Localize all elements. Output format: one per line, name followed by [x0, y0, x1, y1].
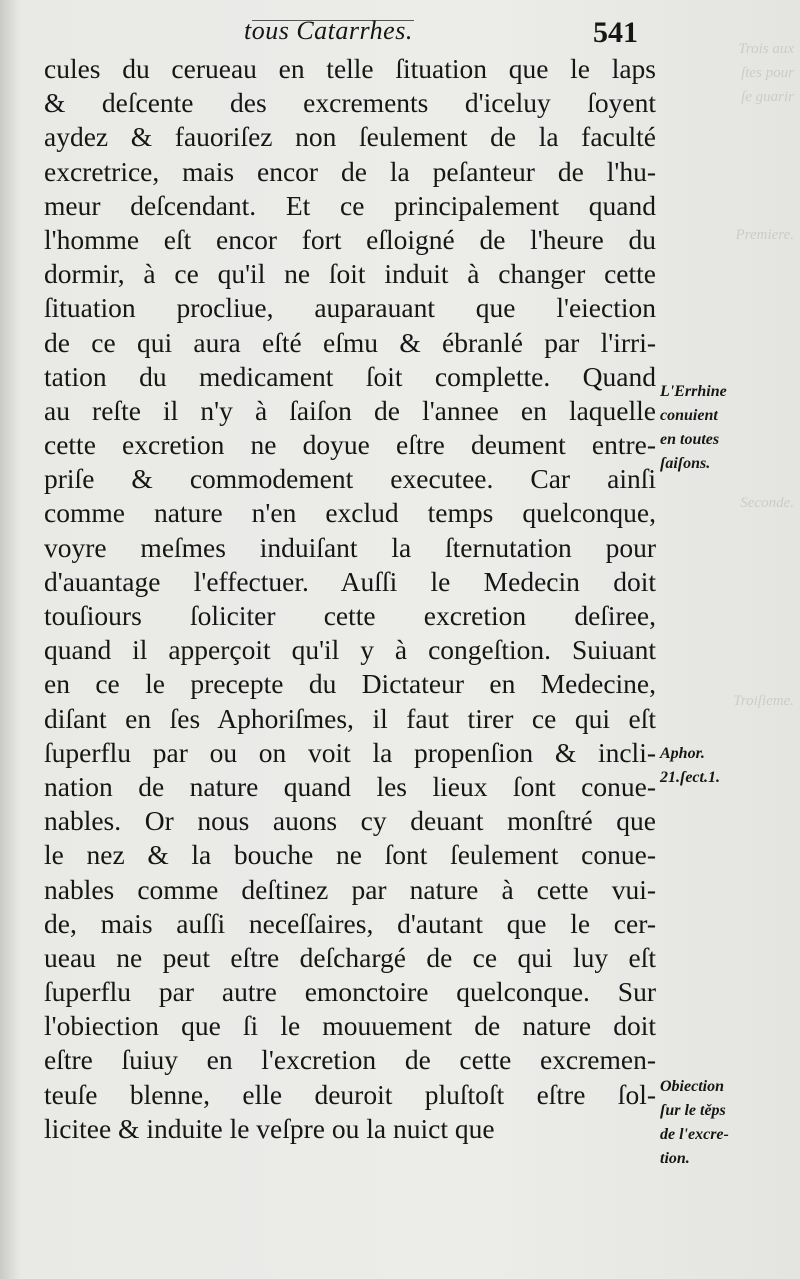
show-through-line: ſe guarir: [741, 89, 794, 105]
text-line: diſant en ſes Aphoriſmes, il faut tirer ce qui eſt: [44, 702, 656, 734]
show-through-line: Premiere.: [735, 227, 794, 243]
margin-note-line: ſur le těps: [660, 1102, 726, 1119]
margin-note-line: de l'excre-: [660, 1126, 729, 1143]
show-through-line: ſtes pour: [741, 65, 794, 81]
text-line: nation de nature quand les lieux ſont conue-: [44, 770, 656, 802]
text-line: & deſcente des excrements d'iceluy ſoyent: [44, 87, 656, 119]
text-line: eſtre ſuiuy en l'excretion de cette excremen-: [44, 1044, 656, 1076]
text-line: le nez & la bouche ne ſont ſeulement conue-: [44, 839, 656, 871]
margin-note-objection: [660, 1075, 729, 1171]
show-through-line: Seconde.: [740, 495, 794, 511]
margin-note-aphorism: [660, 742, 720, 790]
margin-note-errhine: [660, 380, 727, 476]
running-title: tous Catarrhes.: [244, 16, 413, 45]
margin-note-line: 21.ſect.1.: [660, 769, 720, 786]
text-line: l'homme eſt encor fort eſloigné de l'heure du: [44, 223, 656, 255]
show-through-line: Troiſieme.: [733, 693, 794, 709]
text-line: en ce le precepte du Dictateur en Medecine,: [44, 668, 656, 700]
body-text: [44, 52, 656, 1146]
text-line: priſe & commodement executee. Car ainſi: [44, 463, 656, 495]
margin-note-line: Obiection: [660, 1078, 724, 1095]
margin-note-line: conuient: [660, 407, 718, 424]
text-line: d'auantage l'effectuer. Auſſi le Medecin doit: [44, 565, 656, 597]
text-line: de, mais auſſi neceſſaires, d'autant que le cer-: [44, 907, 656, 939]
text-line: dormir, à ce qu'il ne ſoit induit à changer cette: [44, 258, 656, 290]
show-through-line: Trois aux: [738, 41, 794, 57]
text-line: au reſte il n'y à ſaiſon de l'annee en laquelle: [44, 394, 656, 426]
text-line: teuſe blenne, elle deuroit pluſtoſt eſtre ſol-: [44, 1078, 656, 1110]
text-line: l'obiection que ſi le mouuement de nature doit: [44, 1010, 656, 1042]
text-line: voyre meſmes induiſant la ſternutation pour: [44, 531, 656, 563]
margin-note-line: Aphor.: [660, 745, 705, 762]
text-line: ſituation procliue, auparauant que l'eiection: [44, 292, 656, 324]
text-line: tation du medicament ſoit complette. Quand: [44, 360, 656, 392]
text-line: cette excretion ne doyue eſtre deument entre-: [44, 429, 656, 461]
margin-note-line: en toutes: [660, 431, 720, 448]
text-line: ſuperflu par ou on voit la propenſion & incli-: [44, 736, 656, 768]
text-line: quand il apperçoit qu'il y à congeſtion. Suiuant: [44, 634, 656, 666]
text-line: comme nature n'en exclud temps quelconque,: [44, 497, 656, 529]
page-number: 541: [593, 16, 638, 49]
text-line: de ce qui aura eſté eſmu & ébranlé par l'irri-: [44, 326, 656, 358]
text-line: nables. Or nous auons cy deuant monſtré que: [44, 805, 656, 837]
text-line: nables comme deſtinez par nature à cette vui-: [44, 873, 656, 905]
text-line: excretrice, mais encor de la peſanteur de l'hu-: [44, 155, 656, 187]
text-line: cules du cerueau en telle ſituation que le laps: [44, 53, 656, 84]
margin-note-line: tion.: [660, 1150, 690, 1167]
text-line: aydez & fauoriſez non ſeulement de la faculté: [44, 121, 656, 153]
text-line: ſuperflu par autre emonctoire quelconque. Sur: [44, 976, 656, 1008]
text-line: touſiours ſoliciter cette excretion deſiree,: [44, 600, 656, 631]
margin-note-line: L'Errhine: [660, 383, 727, 400]
text-line: licitee & induite le veſpre ou la nuict que: [44, 1112, 495, 1144]
text-line: ueau ne peut eſtre deſchargé de ce qui luy eſt: [44, 941, 656, 973]
margin-note-line: ſaiſons.: [660, 455, 711, 472]
page-header: [0, 14, 800, 54]
text-line: meur deſcendant. Et ce principalement quand: [44, 189, 656, 221]
